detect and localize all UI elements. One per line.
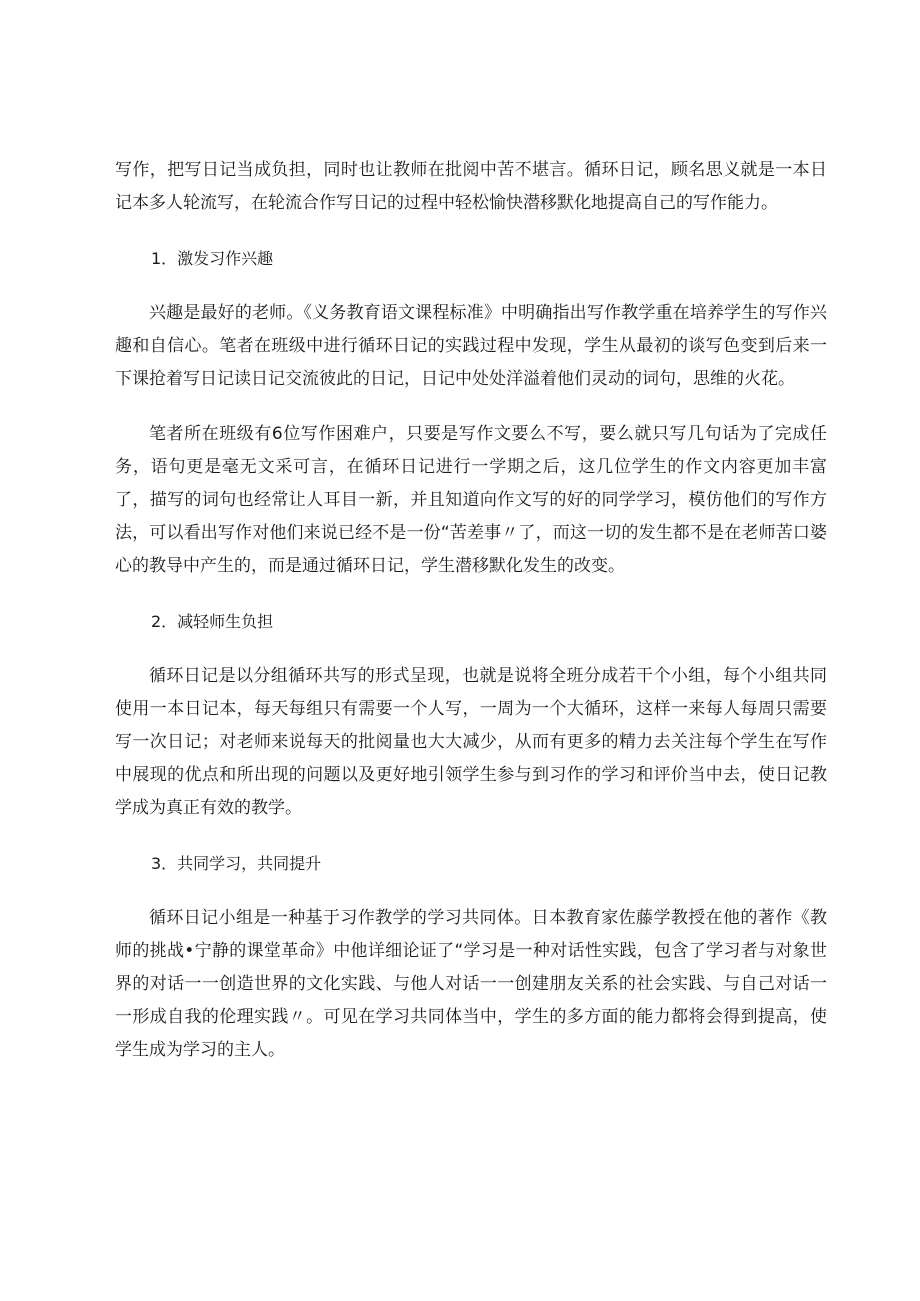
- paragraph: 写作，把写日记当成负担，同时也让教师在批阅中苦不堪言。循环日记，顾名思义就是一本日记本多人轮流写，在轮流合作写日记的过程中轻松愉快潜移默化地提高自己的写作能力。: [115, 160, 827, 213]
- spacer: [115, 638, 827, 660]
- spacer: [115, 275, 827, 297]
- section-heading-1: 1．激发习作兴趣: [151, 249, 274, 268]
- spacer: [115, 880, 827, 902]
- paragraph: 循环日记是以分组循环共写的形式呈现，也就是说将全班分成若干个小组，每个小组共同使用一本日记本，每天每组只有需要一个人写，一周为一个大循环，这样一来每人每周只需要写一次日记；对老师来说每天的批阅量也大大减少，从而有更多的精力去关注每个学生在写作中展现的优点和所出现的问题以及更好地引领学生参与到习作的学习和评价当中去，使日记教学成为真正有效的教学。: [115, 666, 827, 818]
- paragraph: 兴趣是最好的老师。《义务教育语文课程标准》中明确指出写作教学重在培养学生的写作兴趣和自信心。笔者在班级中进行循环日记的实践过程中发现，学生从最初的谈写色变到后来一下课抢着写日记读日记交流彼此的日记，日记中处处洋溢着他们灵动的词句，思维的火花。: [115, 303, 827, 389]
- spacer: [115, 220, 827, 242]
- section-heading-3: 3．共同学习，共同提升: [151, 854, 322, 873]
- spacer: [115, 583, 827, 605]
- document-body: [115, 154, 827, 1067]
- spacer: [115, 396, 827, 418]
- paragraph: 循环日记小组是一种基于习作教学的学习共同体。日本教育家佐藤学教授在他的著作《教师的挑战•宁静的课堂革命》中他详细论证了“学习是一种对话性实践，包含了学习者与对象世界的对话一一创造世界的文化实践、与他人对话一一创建朋友关系的社会实践、与自己对话一一形成自我的伦理实践〃。可见在学习共同体当中，学生的多方面的能力都将会得到提高，使学生成为学习的主人。: [115, 908, 827, 1060]
- section-heading-2: 2．减轻师生负担: [151, 612, 274, 631]
- paragraph: 笔者所在班级有6位写作困难户，只要是写作文要么不写，要么就只写几句话为了完成任务，语句更是毫无文采可言，在循环日记进行一学期之后，这几位学生的作文内容更加丰富了，描写的词句也经常让人耳目一新，并且知道向作文写的好的同学学习，模仿他们的写作方法，可以看出写作对他们来说已经不是一份“苦差事〃了，而这一切的发生都不是在老师苦口婆心的教导中产生的，而是通过循环日记，学生潜移默化发生的改变。: [115, 424, 827, 576]
- spacer: [115, 825, 827, 847]
